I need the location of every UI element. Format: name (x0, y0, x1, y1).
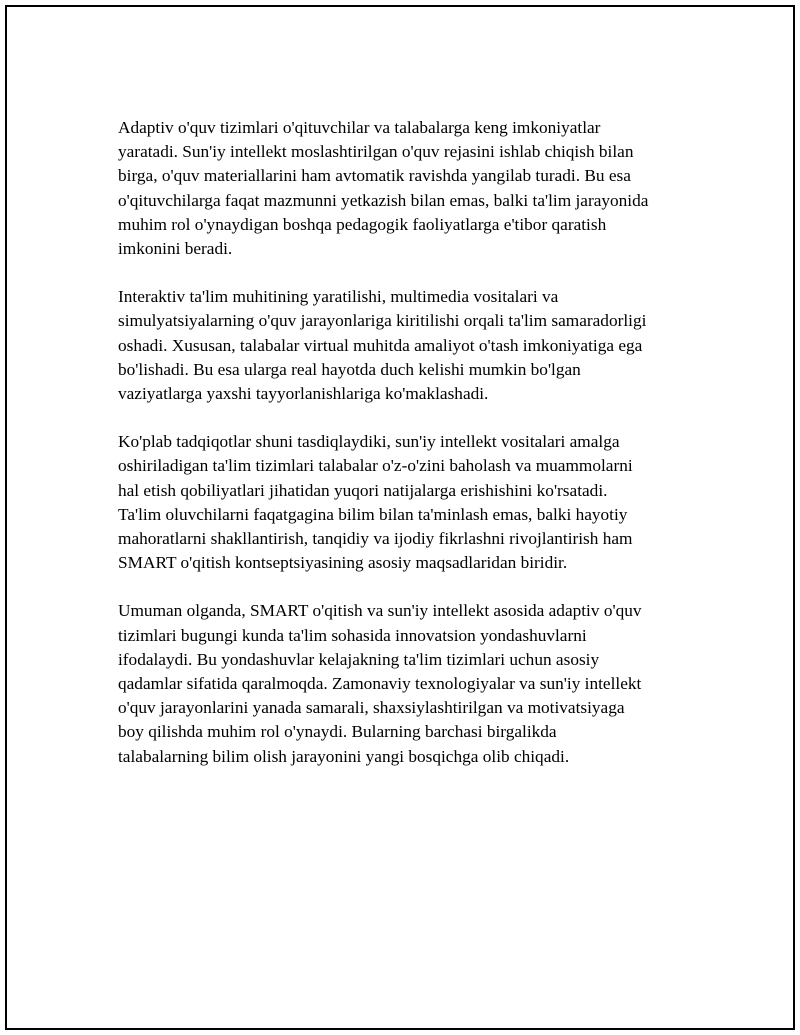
paragraph-3: Ko'plab tadqiqotlar shuni tasdiqlaydiki, sun'iy intellekt vositalari amalga oshiriladigan ta'lim tizimlari talabalar o'z-o'zini baholash va muammolarni hal etish qobiliyatlari jihatidan yuqori natijalarga erishishini ko'rsatadi. Ta'lim oluvchilarni faqatgagina bilim bilan ta'minlash emas, balki hayotiy mahoratlarni shakllantirish, tanqidiy va ijodiy fikrlashni rivojlantirish ham SMART o'qitish kontseptsiyasining asosiy maqsadlaridan biridir. (118, 432, 633, 573)
paragraph-1: Adaptiv o'quv tizimlari o'qituvchilar va talabalarga keng imkoniyatlar yaratadi. Sun'iy intellekt moslashtirilgan o'quv rejasini ishlab chiqish bilan birga, o'quv materiallarini ham avtomatik ravishda yangilab turadi. Bu esa o'qituvchilarga faqat mazmunni yetkazish bilan emas, balki ta'lim jarayonida muhim rol o'ynaydigan boshqa pedagogik faoliyatlarga e'tibor qaratish imkonini beradi. (118, 118, 649, 259)
paragraph-2: Interaktiv ta'lim muhitining yaratilishi, multimedia vositalari va simulyatsiyalarning o'quv jarayonlariga kiritilishi orqali ta'lim samaradorligi oshadi. Xususan, talabalar virtual muhitda amaliyot o'tash imkoniyatiga ega bo'lishadi. Bu esa ularga real hayotda duch kelishi mumkin bo'lgan vaziyatlarga yaxshi tayyorlanishlariga ko'maklashadi. (118, 287, 647, 404)
document-body (118, 116, 703, 793)
paragraph-4: Umuman olganda, SMART o'qitish va sun'iy intellekt asosida adaptiv o'quv tizimlari bugungi kunda ta'lim sohasida innovatsion yondashuvlarni ifodalaydi. Bu yondashuvlar kelajakning ta'lim tizimlari uchun asosiy qadamlar sifatida qaralmoqda. Zamonaviy texnologiyalar va sun'iy intellekt o'quv jarayonlarini yanada samarali, shaxsiylashtirilgan va motivatsiyaga boy qilishda muhim rol o'ynaydi. Bularning barchasi birgalikda talabalarning bilim olish jarayonini yangi bosqichga olib chiqadi. (118, 601, 642, 766)
